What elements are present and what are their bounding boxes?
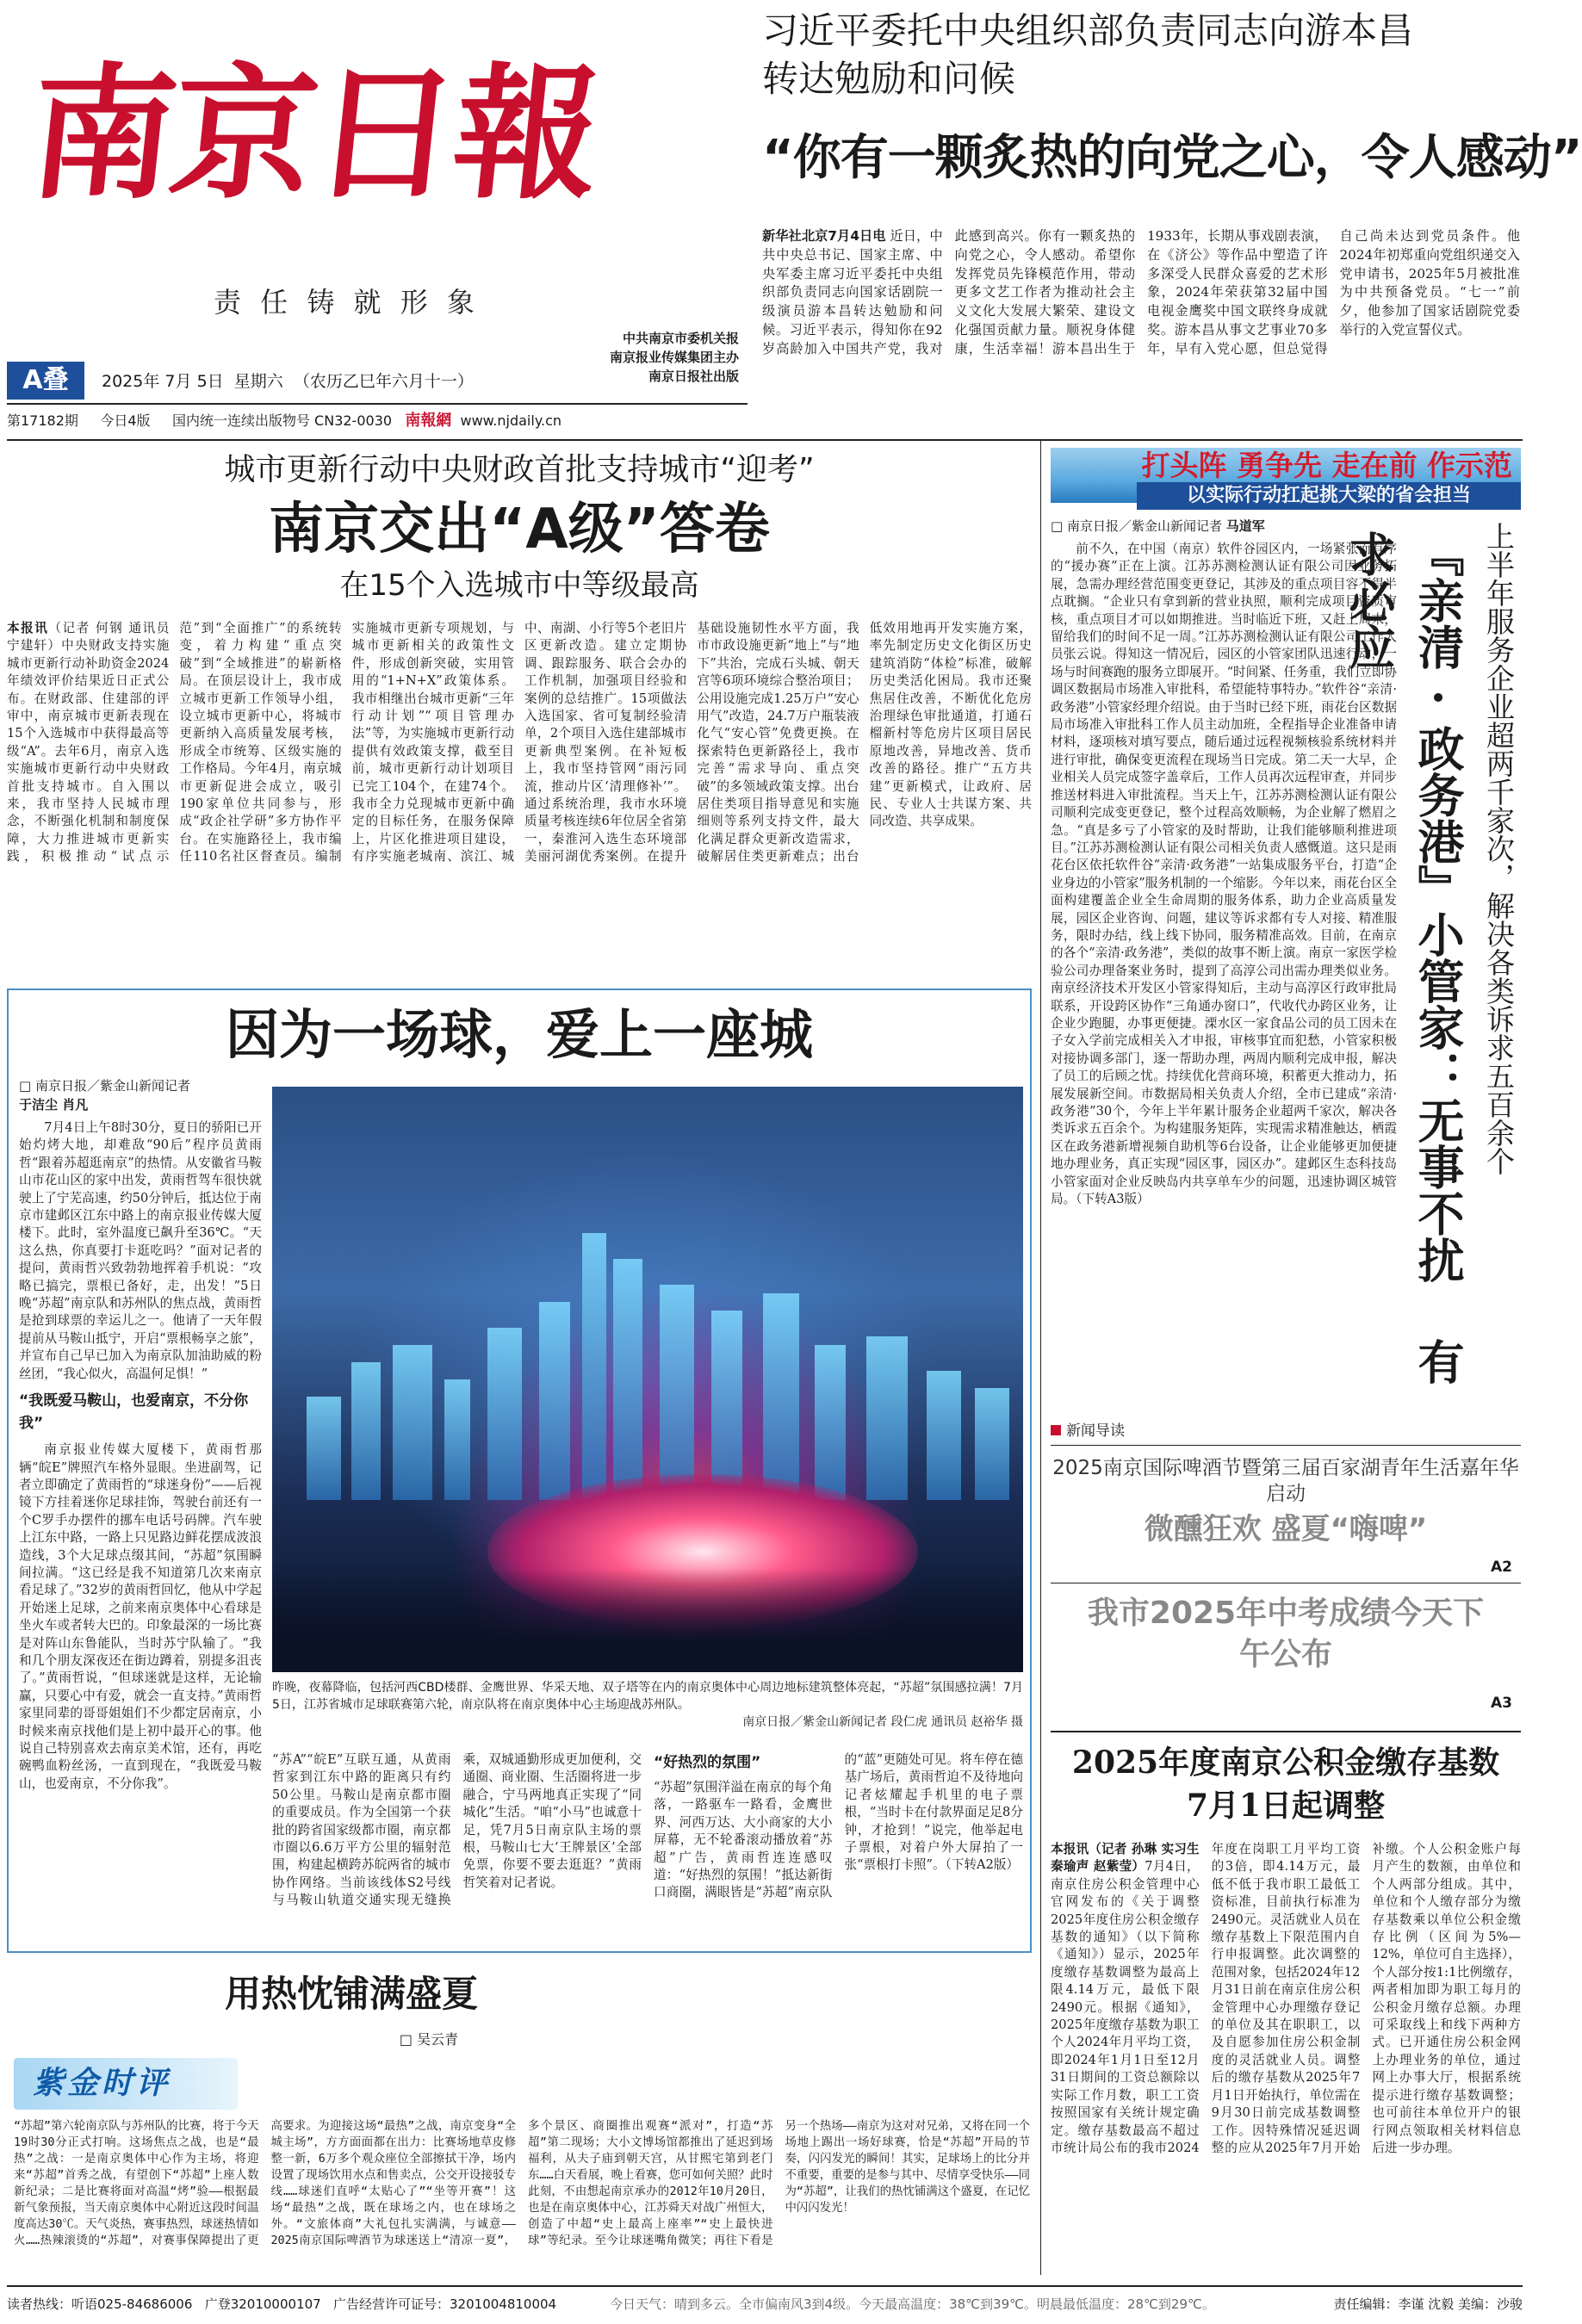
guide-item-title: 2025南京国际啤酒节暨第三届百家湖青年生活嘉年华启动 [1052, 1457, 1519, 1505]
right-story-headline: 『亲清·政务港』小管家：无事不扰 有求必应 [1342, 530, 1466, 1385]
commentary-body: “苏超”第六轮南京队与苏州队的比赛，将于今天19时30分正式打响。这场焦点之战，也是“最热”之战：一是南京奥体中心作为主场，将迎来“苏超”首秀之战，有望创下“苏超”上座人数新纪录；二是比赛将面对高温“烤”验——根据最新气象预报，当天南京奥体中心附近这段时间温度高达30℃。天气炎热，赛事热烈，球迷热情如火……热辣滚烫的“苏超”，对赛事保障提出了更高要求。为迎接这场“最热”之战，南京变身“全城主场”，方方面面都在出力：比赛场地草皮修整一新，6万多个观众座位全部擦拭干净，场内设置了现场饮用水点和售卖点，公交开设接驳专线……球迷们直呼“太贴心了”“坐等开赛”！这场“最热”之战，既在球场之内，也在球场之外。“文旅体商”大礼包扎实满满，与诚意——2025南京国际啤酒节为球迷送上“清凉一夏”，多个景区、商圈推出观赛“派对”，打造“苏超”第二现场；大小文博场馆都推出了延迟到场福利，从夫子庙到朝天宫，从甘熙宅第到老门东……白天看展，晚上看赛，您可如何关照？此时此刻，不由想起南京承办的2012年10月20日，也是在南京奥体中心，江苏舜天对战广州恒大，创造了中超“史上最高上座率”“史上最快进球”等纪录。至今让球迷嘴角微笑；再往下看是另一个热场——南京为这对对兄弟，又将在同一个场地上踢出一场好球赛，恰是“苏超”开局的节奏，闪闪发光的瞬间！其实，足球场上的比分并不重要，重要的是参与其中、尽情享受快乐——同为“苏超”，让我们的热忱铺满这个盛夏，在记忆中闪闪发光！ [14, 2120, 1030, 2247]
date-bar [7, 331, 748, 400]
lead-byline-tag: 本报讯 [7, 621, 49, 635]
commentary-column-logo: 紫金时评 [14, 2058, 238, 2110]
masthead-slogan: 责 任 铸 就 形 象 [214, 286, 480, 319]
feature-story [7, 988, 1032, 1953]
fund-body: 本报讯（记者 孙琳 实习生 秦瑜声 赵紫莹）7月4日，南京住房公积金管理中心官网发布的《关于调整2025年度住房公积金缴存基数的通知》（以下简称《通知》）显示，2025年度缴存基数调整为最高上限4.14万元，最低下限2490元。根据《通知》，2025年度缴存基数为职工个人2024年月平均工资，即2024年1月1日至12月31日期间的工资总额除以实际工作月数，职工工资按照国家有关统计规定确定。缴存基数最高不超过市统计局公布的我市2024年度在岗职工月平均工资的3倍，即4.14万元，最低不低于我市职工最低工资标准，目前执行标准为2490元。灵活就业人员在缴存基数上下限范围内自行申报调整。此次调整的范围对象，包括2024年12月31日前在南京住房公积金管理中心办理缴存登记的单位及其在职职工，以及自愿参加住房公积金制度的灵活就业人员。调整后的缴存基数从2025年7月1日开始执行，单位需在9月30日前完成基数调整工作。因特殊情况延迟调整的应从2025年7月开始补缴。个人公积金账户每月产生的数额，由单位和个人两部分组成。其中，单位和个人缴存部分为缴存基数乘以单位公积金缴存比例（区间为5%—12%，单位可自主选择），个人部分按1:1比例缴存，两者相加即为职工每月的公积金月缴存总额。办理可采取线上和线下两种方式。已开通住房公积金网上办理业务的单位，通过网上办事大厅，根据系统提示进行缴存基数调整；也可前往本单位开户的银行网点领取相关材料信息后进一步办理。 [1051, 1842, 1521, 2155]
site-url[interactable]: www.njdaily.cn [460, 412, 562, 429]
masthead-title [22, 48, 651, 232]
fund-headline: 2025年度南京公积金缴存基数 7月1日起调整 [1071, 1745, 1500, 1824]
lead-headline: 南京交出“A级”答卷 [269, 498, 770, 561]
cn-serial: 国内统一连续出版物号 CN32-0030 [171, 412, 393, 429]
right-story [1051, 515, 1521, 1410]
weekday: 星期六 [233, 372, 283, 391]
publisher-block [524, 329, 739, 386]
date-day: 5 [196, 372, 208, 391]
top-story-body: 新华社北京7月4日电 近日，中共中央总书记、国家主席、中央军委主席习近平委托中央组织部负责同志向国家话剧院一级演员游本昌转达勉励和问候。习近平表示，得知你在92岁高龄加入中国共产党，我对此感到高兴。你有一颗炙热的向党之心，令人感动。希望你发挥党员先锋模范作用，带动更多文艺工作者为推动社会主义文化大发展大繁荣、建设文化强国贡献力量。顺祝身体健康，生活幸福！游本昌出生于1933年，长期从事戏剧表演，在《济公》等作品中塑造了许多深受人民群众喜爱的艺术形象，2024年荣获第32届中国电视金鹰奖中国文联终身成就奖。游本昌从事文艺事业70多年，早有入党心愿，但总觉得自己尚未达到党员条件。他2024年初郑重向党组织递交入党申请书，2025年5月被批准为中共预备党员。“七一”前夕，他参加了国家话剧院党委举行的入党宣誓仪式。 [762, 228, 1520, 356]
footer [7, 2290, 1523, 2318]
guide-item-1[interactable] [1051, 1455, 1521, 1576]
lead-subhead: 在15个入选城市中等级最高 [339, 568, 699, 603]
edition-label: A叠 [7, 362, 84, 400]
feature-body-right-2: “苏超”氛围洋溢在南京的每个角落，一路驱车一路看，金鹰世界、河西万达、大小商家的大小屏幕，无不轮番滚动播放着“苏超”广告，黄雨哲连连感叹道：“好热烈的氛围！”抵达新街口商圈，满眼皆是“苏超”南京队的“蓝”更随处可见。将车停在德基广场后，黄雨哲迫不及待地向记者炫耀起手机里的电子票根，“当时卡在付款界面足足8分钟，才抢到！”说完，他举起电子票根，对着户外大屏拍了一张“票根打卡照”。（下转A2版） [654, 1752, 1023, 1900]
feature-subtitle-2: “好热烈的氛围” [654, 1754, 761, 1771]
right-story-body: 前不久，在中国（南京）软件谷园区内，一场紧张而有序的“援办赛”正在上演。江苏苏测检测认证有限公司因业务拓展，急需办理经营范围变更登记，其涉及的重点项目容不得半点耽搁。“企业只有拿到新的营业执照，顺利完成项目资质审核，重点项目才可以如期推进。当时临近下班，又赶上周末，留给我们的时间不足一周。”江苏苏测检测认证有限公司工作人员张云说。得知这一情况后，园区的小管家团队迅速行动，一场与时间赛跑的服务立即展开。“时间紧、任务重，我们立即协调区数据局市场准入审批科，希望能特事特办。”软件谷“亲清·政务港”小管家经理介绍说。由于当时已经下班，雨花台区数据局市场准入审批科工作人员主动加班，全程指导企业准备申请材料，逐项核对填写要点，随后通过远程视频核验系统材料并进行审批，确保变更流程在现场当日完成。第二天一大早，企业相关人员完成签字盖章后，工作人员再次远程审查，并同步推送材料进入审批流程。当天上午，江苏苏测检测认证有限公司顺利完成变更登记，整个过程高效顺畅，为企业解了燃眉之急。“真是多亏了小管家的及时帮助，让我们能够顺利推进项目。”江苏苏测检测认证有限公司相关负责人感慨道。这只是雨花台区依托软件谷“亲清·政务港”一站集成服务平台，打造“企业身边的小管家”服务机制的一个缩影。今年以来，雨花台区全面构建覆盖企业全生命周期的服务体系，助力企业高质量发展，园区企业咨询、问题，建议等诉求都有专人对接、精准服务，限时办结，线上线下协同，服务精准高效。目前，在南京的各个“亲清·政务港”，类似的故事不断上演。南京一家医学检验公司办理备案业务时，提到了高淳公司出需办理类似业务。南京经济技术开发区小管家得知后，主动与高淳区行政审批局联系，开设跨区协作“三角通办窗口”，代收代办跨区业务，让企业少跑腿，办事更便捷。溧水区一家食品公司的员工因未在子女入学前完成相关入才申报，审核事宜而犯愁，小管家积极对接协调多部门，逐一帮助办理，两周内顺利完成申报，解决了员工的后顾之忧。持续优化营商环境，积蓄更大推动力，拓展发展新空间。市数据局相关负责人介绍，全市已建成“亲清·政务港”30个，今年上半年累计服务企业超两千家次，解决各类诉求五百余个。为构建服务矩阵，实现需求精准触达，栖霞区在政务港新增视频自助机等6台设备，让企业能够更加便捷地办理业务，真正实现“园区事，园区办”。建邺区生态科技岛小管家面对企业反映岛内共享单车少的问题，迅速协调区城管局。（下转A3版） [1051, 542, 1397, 1207]
top-story-headline: “你有一颗炙热的向党之心，令人感动” [762, 130, 1582, 186]
feature-left-column [19, 1076, 262, 1955]
footer-editors: 责任编辑：李谨 沈毅 美编：沙骏 [1333, 2296, 1523, 2312]
publisher-line: 南京日报社出版 [648, 369, 739, 384]
date-line: 2025年 7月 5日 星期六 （农历乙巳年六月十一） [102, 372, 474, 391]
lead-story [7, 448, 1032, 990]
photo-credit: 南京日报／紫金山新闻记者 段仁虎 通讯员 赵裕华 摄 [742, 1715, 1023, 1729]
lead-body: 本报讯（记者 何钢 通讯员 宁建轩）中央财政支持实施城市更新行动补助资金2024年绩效评价结果近日正式公布。在财政部、住建部的评审中，南京城市更新表现在15个入选城市中获得最高等级“A”。去年6月，南京入选实施城市更新行动中央财政首批支持城市。自入围以来，我市坚持人民城市理念，不断强化机制和制度保障，大力推进城市更新实践，积极推动“试点示范”到“全面推广”的系统转变，着力构建“重点突破”到“全域推进”的崭新格局。在顶层设计上，我市成立城市更新工作领导小组，设立城市更新中心，将城市更新纳入高质量发展考核，形成全市统筹、区级实施的工作格局。今年4月，南京城市更新促进会成立，吸引190家单位共同参与，形成“政企社学研”多方协作平台。在实施路径上，我市编任110名社区督查员。编制实施城市更新专项规划，与城市更新相关的政策性文件，形成创新突破，实用管用的“1+N+X”政策体系。我市相继出台城市更新“三年行动计划”“项目管理办法”等，为实施城市更新行动提供有效政策支撑，截至目前，城市更新行动计划项目已完工104个，在建74个。我市全力兑现城市更新中确定的目标任务，在服务保障上，片区化推进项目建设，有序实施老城南、滨江、城中、南湖、小行等5个老旧片区更新改造。建立定期协调、跟踪服务、联合会办的工作机制，加强项目经验和案例的总结推广。15项做法入选国家、省可复制经验清单，2个项目入选住建部城市更新典型案例。在补短板上，我市坚持管网“雨污同流，推动片区‘清理修补’”。通过系统治理，我市水环境质量考核连续6年位居全省第一，秦淮河入选生态环境部美丽河湖优秀案例。在提升基础设施韧性水平方面，我市市政设施更新“地上”与“地下”共治，完成石头城、朝天宫等6项环境综合整治项目；公用设施完成1.25万户“安心用气”改造，24.7万户瓶装液化气“安心管”免费更换。在探索特色更新路径上，我市完善“需求导向、重点突破”的多领域政策支撑。出台居住类项目指导意见和实施细则等系列支持文件，最大化满足群众更新改造需求，破解居住类更新难点；出台低效用地再开发实施方案，率先制定历史文化街区历史建筑消防“体检”标准，破解历史类活化困局。我市还聚焦居住改善，不断优化危房治理绿色审批通道，打通石榴新村等危房片区项目居民原地改善，异地改善、货币改善的路径。推广“五方共建”更新模式，让政府、居民、专业人士共谋方案、共同改造、共享成果。 [7, 621, 1032, 865]
feature-byline: □ 南京日报／紫金山新闻记者 [19, 1076, 262, 1095]
date-month: 7 [164, 372, 176, 391]
masthead-char: 京 [163, 48, 323, 219]
fund-byline-tag: 本报讯 [1051, 1842, 1089, 1856]
right-banner-slogan: 打头阵 勇争先 走在前 作示范 [1141, 449, 1512, 482]
dateline: 新华社北京7月4日电 [762, 228, 886, 244]
guide-marker-icon [1051, 1425, 1061, 1435]
page-count: 今日4版 [100, 412, 151, 429]
feature-right-columns [272, 1751, 1023, 1949]
commentary-headline: 用热忱铺满盛夏 [224, 1973, 478, 2015]
fund-byline: （记者 孙琳 实习生 秦瑜声 赵紫莹） [1051, 1842, 1200, 1875]
feature-subtitle-1: “我既爱马鞍山，也爱南京，不分你我” [19, 1392, 249, 1433]
guide-item-headline: 我市2025年中考成绩今天下午公布 [1087, 1596, 1485, 1672]
date-year: 2025 [102, 372, 144, 391]
commentary-byline: □ 吴云青 [300, 2029, 558, 2048]
news-guide-label: 新闻导读 [1051, 1421, 1521, 1441]
commentary [7, 1955, 1032, 2282]
feature-headline: 因为一场球，爱上一座城 [225, 1003, 813, 1066]
masthead [7, 7, 748, 360]
footer-ad-reg: 广登32010000107 [204, 2296, 321, 2312]
guide-item-headline: 微醺狂欢 盛夏“嗨啤” [1144, 1512, 1428, 1546]
city-night-photo [272, 1087, 1023, 1672]
footer-license: 广告经营许可证号：3201004810004 [333, 2296, 557, 2312]
photo-caption: 昨晚，夜幕降临，包括河西CBD楼群、金鹰世界、华采天地、双子塔等在内的南京奥体中心周边地标建筑整体亮起，“苏超”氛围感拉满！7月5日，江苏省城市足球联赛第六轮，南京队将在南京奥体中心主场迎战苏州队。 南京日报／紫金山新闻记者 段仁虎 通讯员 赵裕华 摄 [272, 1681, 1023, 1729]
footer-weather: 今日天气：晴到多云。全市偏南风3到4级。今天最高温度：38℃到39℃。明晨最低温度：28℃到29℃。 [610, 2296, 1215, 2312]
guide-item-page: A2 [1491, 1559, 1512, 1576]
lead-kicker: 城市更新行动中央财政首批支持城市“迎考” [224, 452, 815, 487]
site-logo: 南報網 [405, 412, 452, 430]
top-story [762, 7, 1582, 434]
masthead-char: 日 [304, 48, 464, 219]
guide-item-2[interactable] [1051, 1593, 1521, 1714]
feature-body-left-2: 南京报业传媒大厦楼下，黄雨哲那辆“皖E”牌照汽车格外显眼。坐进副驾，记者立即确定了黄雨哲的“球迷身份”——后视镜下方挂着迷你足球挂饰，驾驶台前还有一个C罗手办摆件的挪车电话号码牌。汽车驶上江东中路，一路上只见路边鲜花摆成波浪造线，3个大足球点缀其间，“苏超”氛围瞬间拉满。“这已经是我不知道第几次来南京看足球了。”32岁的黄雨哲回忆，他从中学起开始迷上足球，之前来南京奥体中心看球是坐火车或者转大巴的。印象最深的一场比赛是对阵山东鲁能队，当时苏宁队输了。“我和几个朋友深夜还在街边蹲着，别提多沮丧了。”黄雨哲说，“但球迷就是这样，无论输赢，只要心中有爱，就会一直支持。”黄雨哲家里同辈的哥哥姐姐们不少都定居南京，小时候来南京找他们是上初中最开心的事。他说自己特别喜欢去南京美术馆，还有，再吃碗鸭血粉丝汤，一直到现在，“我既爱马鞍山，也爱南京，不分你我”。 [19, 1442, 262, 1791]
top-story-kicker: 习近平委托中央组织部负责同志向游本昌 转达勉励和问候 [762, 9, 1414, 100]
fund-story [1051, 1731, 1521, 2282]
issue-bar [7, 408, 748, 436]
right-banner-subline: 以实际行动扛起挑大梁的省会担当 [1137, 482, 1521, 510]
feature-body-right: “苏A”“皖E”互联互通，从黄雨哲家到江东中路的距离只有约50公里。马鞍山是南京都市圈的重要成员。作为全国第一个获批的跨省国家级都市圈，南京都市圈以6.6万平方公里的辐射范围，构建起横跨苏皖两省的城市协作网络。当前该线体S2号线与马鞍山轨道交通实现无缝换乘，双城通勤形成更加便利，交通圈、商业圈、生活圈将进一步融合，宁马两地真正实现了“同城化”生活。“咱“小马”也诚意十足，凭7月5日南京队主场的票根，马鞍山七大‘王牌景区’全部免票，你要不要去逛逛？”黄雨哲笑着对记者说。 [272, 1752, 642, 1908]
feature-body-left: 7月4日上午8时30分，夏日的骄阳已开始灼烤大地，却难敌“90后”程序员黄雨哲“跟着苏超逛南京”的热情。从安徽省马鞍山市花山区的家中出发，黄雨哲驾车很快就驶上了宁芜高速，约50分钟后，抵达位于南京市建邺区江东中路上的南京报业传媒大厦楼下。此时，室外温度已飙升至36℃。“天这么热，你真要打卡逛吃吗？”面对记者的提问，黄雨哲兴致勃勃地挥着手机说：“攻略已搞完，票根已备好，走，出发！”5日晚“苏超”南京队和苏州队的焦点战，黄雨哲是抢到球票的幸运儿之一。他请了一天年假提前从马鞍山抵宁，开启“票根畅享之旅”，并宣布自己早已加入为南京队加油助威的粉丝团，“我心似火，高温何足惧！” [19, 1120, 262, 1381]
publisher-line: 南京报业传媒集团主办 [609, 350, 739, 365]
issue-number: 第17182期 [7, 412, 78, 429]
lead-byline: （记者 何钢 通讯员 宁建轩） [7, 621, 170, 654]
news-guide [1051, 1421, 1521, 1722]
masthead-char: 報 [445, 48, 605, 219]
lunar-date: （农历乙巳年六月十一） [293, 372, 474, 391]
guide-item-page: A3 [1491, 1695, 1512, 1712]
footer-hotline: 读者热线：听语025-84686006 [7, 2296, 193, 2312]
publisher-line: 中共南京市委机关报 [622, 331, 739, 346]
right-story-kicker: 上半年服务企业超两千家次，解决各类诉求五百余个 [1482, 522, 1516, 1175]
masthead-char: 南 [22, 48, 182, 219]
feature-reporters: 于洁尘 肖凡 [19, 1097, 89, 1112]
right-story-byline: □ 南京日报／紫金山新闻记者 马道军 [1051, 517, 1395, 536]
